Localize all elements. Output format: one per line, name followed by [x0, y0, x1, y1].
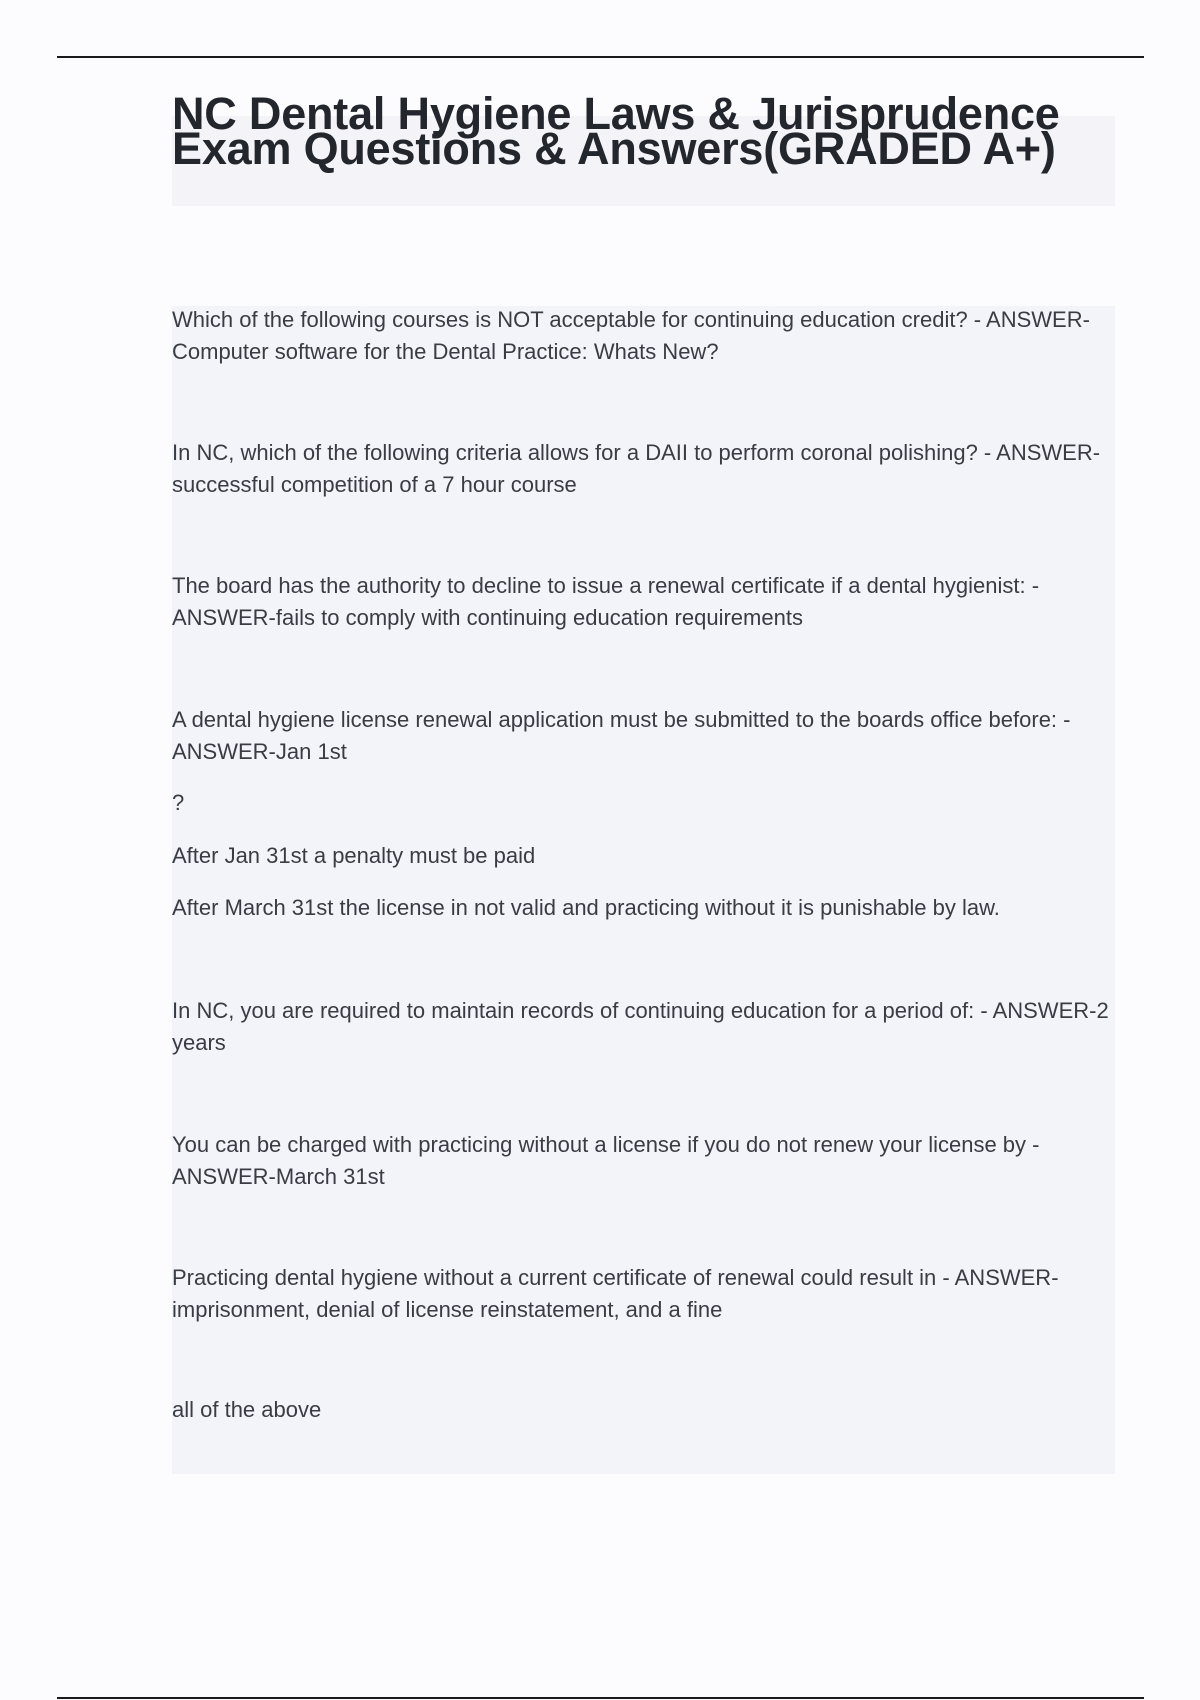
note-question-mark: ?: [172, 790, 185, 815]
answer-all-of-the-above: all of the above: [172, 1397, 322, 1422]
question-3: The board has the authority to decline to issue a renewal certificate if a dental hygienist: - ANSWER-fails to comply with continuing education requirements: [172, 573, 1040, 630]
top-rule: [57, 56, 1144, 58]
question-7: Practicing dental hygiene without a current certificate of renewal could result in - ANSWER-imprisonment, denial of license reinstatement, and a fine: [172, 1265, 1059, 1322]
question-6: You can be charged with practicing without a license if you do not renew your license by - ANSWER-March 31st: [172, 1132, 1040, 1189]
question-4: A dental hygiene license renewal application must be submitted to the boards office before: - ANSWER-Jan 1st: [172, 707, 1071, 764]
question-1: Which of the following courses is NOT acceptable for continuing education credit? - ANSWER-Computer software for the Dental Practice: Whats New?: [172, 307, 1090, 364]
question-5: In NC, you are required to maintain records of continuing education for a period of: - ANSWER-2 years: [172, 998, 1109, 1055]
bottom-rule: [57, 1697, 1144, 1699]
note-penalty: After Jan 31st a penalty must be paid: [172, 843, 536, 868]
question-2: In NC, which of the following criteria allows for a DAII to perform coronal polishing? - ANSWER-successful competition of a 7 hour course: [172, 440, 1101, 497]
document-title: NC Dental Hygiene Laws & Jurisprudence Exam Questions & Answers(GRADED A+): [172, 88, 1060, 174]
note-license-invalid: After March 31st the license in not valid and practicing without it is punishable by law.: [172, 895, 1000, 920]
